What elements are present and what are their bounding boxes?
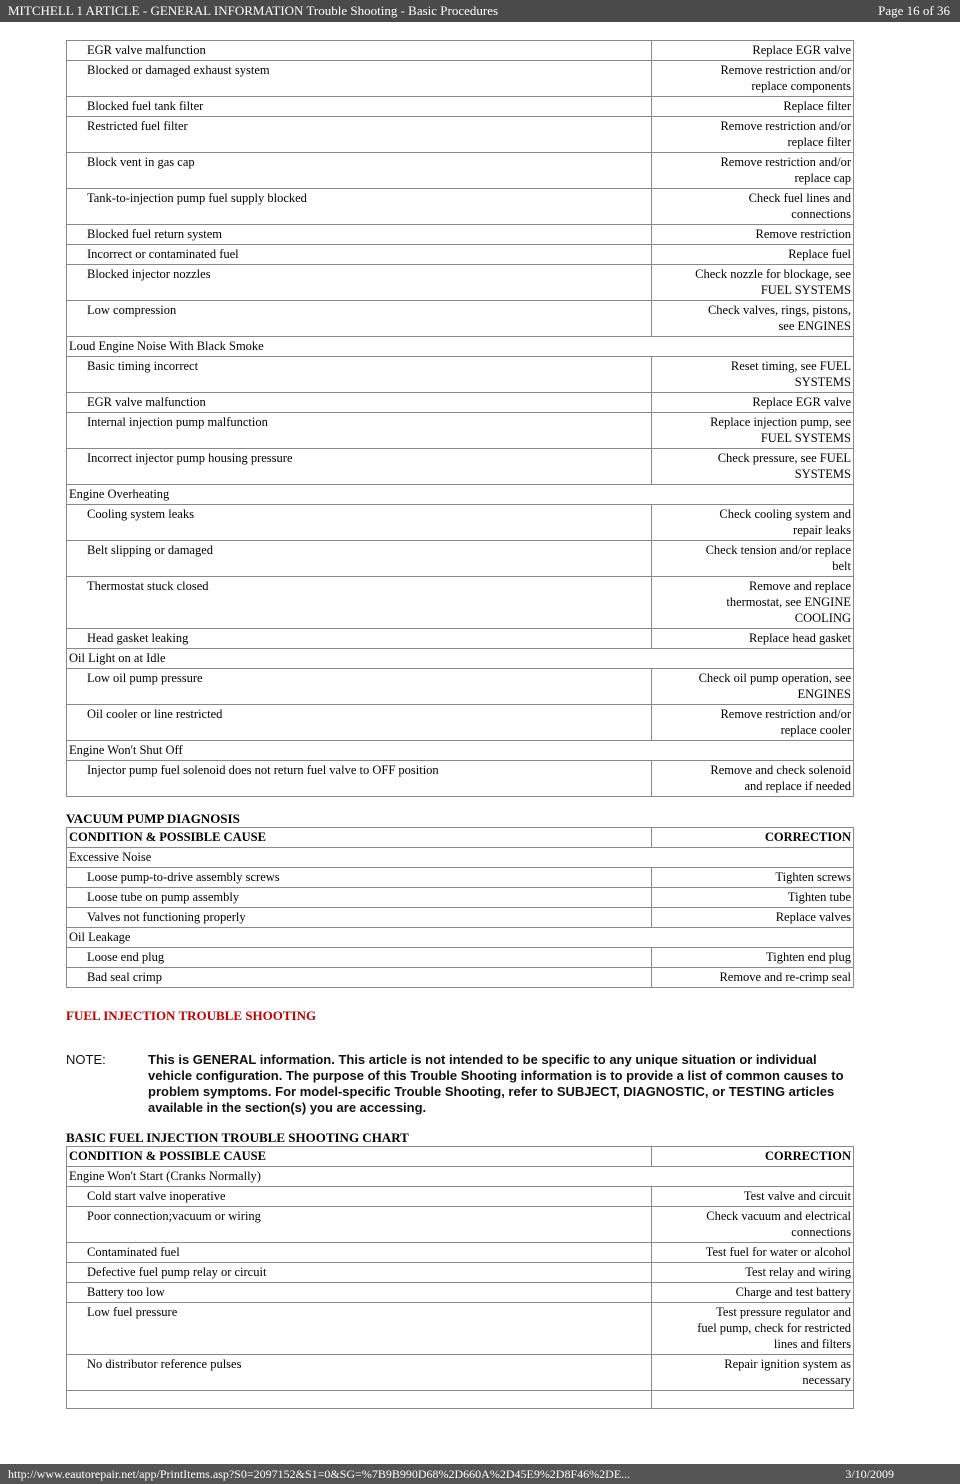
table-header-row [67,828,854,848]
correction: Test valve and circuit [652,1187,854,1207]
possible-cause: Loose end plug [67,948,652,968]
correction: Replace valves [652,908,854,928]
basic-fuel-heading: BASIC FUEL INJECTION TROUBLE SHOOTING CHART [66,1130,409,1145]
table-row-empty [67,1391,854,1409]
correction: Check fuel lines and connections [652,189,854,225]
possible-cause: Thermostat stuck closed [67,577,652,629]
table-row [67,1207,854,1243]
correction: Check tension and/or replace belt [652,541,854,577]
possible-cause: Internal injection pump malfunction [67,413,652,449]
possible-cause: Contaminated fuel [67,1243,652,1263]
table-row [67,265,854,301]
table-row [67,968,854,988]
correction: Remove restriction and/or replace cooler [652,705,854,741]
condition-label: Engine Won't Shut Off [67,741,854,761]
table-row [67,393,854,413]
possible-cause: Low oil pump pressure [67,669,652,705]
possible-cause: Defective fuel pump relay or circuit [67,1263,652,1283]
source-url: http://www.eautorepair.net/app/PrintItems.asp?S0=2097152&S1=0&SG=%7B9B990D68%2D660A%2D45E9%2D8F46%2DE... [8,1467,631,1481]
correction: Remove restriction and/or replace components [652,61,854,97]
column-header-condition: CONDITION & POSSIBLE CAUSE [67,828,652,848]
correction: Check oil pump operation, see ENGINES [652,669,854,705]
possible-cause: Incorrect injector pump housing pressure [67,449,652,485]
correction: Check cooling system and repair leaks [652,505,854,541]
condition-label: Oil Light on at Idle [67,649,854,669]
correction: Remove and re-crimp seal [652,968,854,988]
possible-cause: Cooling system leaks [67,505,652,541]
possible-cause: Bad seal crimp [67,968,652,988]
possible-cause: EGR valve malfunction [67,393,652,413]
correction: Test fuel for water or alcohol [652,1243,854,1263]
condition-row [67,485,854,505]
correction: Reset timing, see FUEL SYSTEMS [652,357,854,393]
table-row [67,948,854,968]
table-row [67,1283,854,1303]
page-number: Page 16 of 36 [878,3,950,18]
table-row [67,357,854,393]
condition-label: Excessive Noise [67,848,854,868]
correction: Check valves, rings, pistons, see ENGINES [652,301,854,337]
print-footer-bar [0,1464,960,1484]
vacuum-pump-heading: VACUUM PUMP DIAGNOSIS [66,811,240,826]
condition-label: Engine Overheating [67,485,854,505]
condition-row [67,1167,854,1187]
correction: Repair ignition system as necessary [652,1355,854,1391]
possible-cause: Valves not functioning properly [67,908,652,928]
correction: Tighten tube [652,888,854,908]
table-row [67,413,854,449]
note-label: NOTE: [66,1052,106,1067]
correction: Check vacuum and electrical connections [652,1207,854,1243]
table-row [67,301,854,337]
possible-cause: Block vent in gas cap [67,153,652,189]
possible-cause: No distributor reference pulses [67,1355,652,1391]
possible-cause: Injector pump fuel solenoid does not return fuel valve to OFF position [67,761,652,797]
condition-row [67,337,854,357]
print-header-bar [0,0,960,22]
correction: Replace fuel [652,245,854,265]
table-row [67,117,854,153]
possible-cause: Battery too low [67,1283,652,1303]
correction: Test relay and wiring [652,1263,854,1283]
correction: Remove and replace thermostat, see ENGINE COOLING [652,577,854,629]
condition-row [67,649,854,669]
table-row [67,61,854,97]
empty-cell [652,1391,854,1409]
condition-label: Engine Won't Start (Cranks Normally) [67,1167,854,1187]
possible-cause: Blocked fuel tank filter [67,97,652,117]
possible-cause: Loose tube on pump assembly [67,888,652,908]
table-row [67,1355,854,1391]
possible-cause: Low fuel pressure [67,1303,652,1355]
table-row [67,153,854,189]
vacuum-pump-table [66,827,854,988]
possible-cause: Poor connection;vacuum or wiring [67,1207,652,1243]
table-row [67,629,854,649]
correction: Charge and test battery [652,1283,854,1303]
table-row [67,868,854,888]
table-row [67,1243,854,1263]
correction: Check pressure, see FUEL SYSTEMS [652,449,854,485]
table-row [67,888,854,908]
possible-cause: EGR valve malfunction [67,41,652,61]
table-row [67,705,854,741]
table-row [67,541,854,577]
possible-cause: Incorrect or contaminated fuel [67,245,652,265]
possible-cause: Blocked injector nozzles [67,265,652,301]
table-row [67,1303,854,1355]
possible-cause: Oil cooler or line restricted [67,705,652,741]
correction: Test pressure regulator and fuel pump, check for restricted lines and filters [652,1303,854,1355]
correction: Tighten screws [652,868,854,888]
diesel-trouble-table [66,40,854,797]
condition-row [67,928,854,948]
table-row [67,1187,854,1207]
condition-row [67,741,854,761]
column-header-correction: CORRECTION [652,1147,854,1167]
table-row [67,225,854,245]
condition-label: Oil Leakage [67,928,854,948]
empty-cell [67,1391,652,1409]
article-content [66,40,853,1409]
table-row [67,41,854,61]
table-row [67,577,854,629]
possible-cause: Restricted fuel filter [67,117,652,153]
column-header-condition: CONDITION & POSSIBLE CAUSE [67,1147,652,1167]
possible-cause: Belt slipping or damaged [67,541,652,577]
correction: Replace EGR valve [652,41,854,61]
possible-cause: Blocked fuel return system [67,225,652,245]
table-header-row [67,1147,854,1167]
table-row [67,669,854,705]
correction: Remove and check solenoid and replace if needed [652,761,854,797]
possible-cause: Cold start valve inoperative [67,1187,652,1207]
note-text: This is GENERAL information. This article is not intended to be specific to any unique situation or individual vehicle configuration. The purpose of this Trouble Shooting information is to provide a list of common causes to problem symptoms. For model-specific Trouble Shooting, refer to SUBJECT, DIAGNOSTIC, or TESTING articles available in the section(s) you are accessing. [148,1052,844,1115]
table-row [67,1263,854,1283]
table-row [67,449,854,485]
possible-cause: Basic timing incorrect [67,357,652,393]
correction: Remove restriction and/or replace filter [652,117,854,153]
possible-cause: Head gasket leaking [67,629,652,649]
condition-label: Loud Engine Noise With Black Smoke [67,337,854,357]
table-row [67,189,854,225]
correction: Remove restriction [652,225,854,245]
possible-cause: Loose pump-to-drive assembly screws [67,868,652,888]
table-row [67,97,854,117]
possible-cause: Low compression [67,301,652,337]
print-date: 3/10/2009 [845,1467,894,1481]
correction: Replace head gasket [652,629,854,649]
correction: Replace injection pump, see FUEL SYSTEMS [652,413,854,449]
possible-cause: Blocked or damaged exhaust system [67,61,652,97]
basic-fuel-table [66,1146,854,1409]
correction: Replace filter [652,97,854,117]
column-header-correction: CORRECTION [652,828,854,848]
fuel-injection-heading: FUEL INJECTION TROUBLE SHOOTING [66,1008,317,1023]
correction: Tighten end plug [652,948,854,968]
correction: Check nozzle for blockage, see FUEL SYSTEMS [652,265,854,301]
table-row [67,245,854,265]
table-row [67,908,854,928]
possible-cause: Tank-to-injection pump fuel supply blocked [67,189,652,225]
correction: Replace EGR valve [652,393,854,413]
table-row [67,761,854,797]
correction: Remove restriction and/or replace cap [652,153,854,189]
note-box [66,1052,853,1116]
article-title: MITCHELL 1 ARTICLE - GENERAL INFORMATION Trouble Shooting - Basic Procedures [8,3,499,18]
condition-row [67,848,854,868]
table-row [67,505,854,541]
